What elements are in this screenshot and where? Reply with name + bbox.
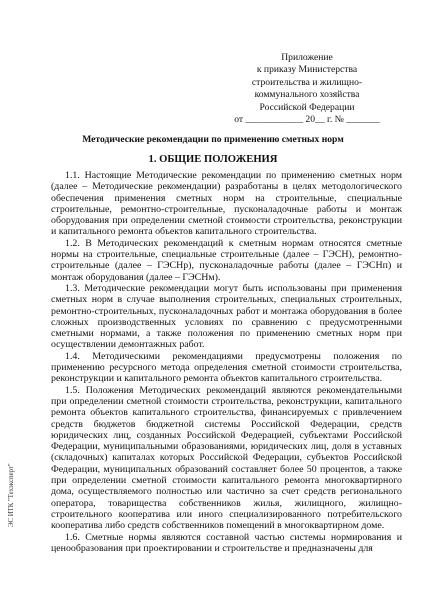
margin-stamp: ЭС ИТК "Техэксперт"	[8, 463, 15, 527]
appendix-date-line: от ____________ 20__ г. № _______	[234, 114, 380, 126]
body-text	[51, 170, 402, 554]
appendix-line: к приказу Министерства	[256, 64, 358, 76]
appendix-line: строительства и жилищно-	[251, 76, 363, 88]
paragraph-1-2: 1.2. В Методических рекомендаций к сметным нормам относятся сметные нормы на строительные, специальные строительные (далее – ГЭСН), ремонтно-строительные (далее – ГЭСНр), пусконаладочные работы (далее – ГЭСНп) и монтаж оборудования (далее – ГЭСНм).	[51, 237, 402, 283]
appendix-block	[232, 52, 382, 126]
appendix-line: Российской Федерации	[259, 101, 355, 113]
appendix-line: коммунального хозяйства	[254, 89, 360, 101]
paragraph-1-5: 1.5. Положения Методических рекомендаций являются рекомендательными при определении сметной стоимости строительства, реконструкции, капитального ремонта объектов капитального строительства, финансируемых с привлечением средств бюджетов бюджетной системы Российской Федерации, средств юридических лиц, созданных Российской Федерацией, субъектами Российской Федерации, муниципальными образованиями, юридических лиц, доля в уставных (складочных) капиталах которых Российской Федерации, субъектов Российской Федерации, муниципальных образований составляет более 50 процентов, а также при определении сметной стоимости капитального ремонта многоквартирного дома, осуществляемого полностью или частично за счет средств регионального оператора, товарищества собственников жилья, жилищного, жилищно-строительного кооператива или иного специализированного потребительского кооператива либо средств собственников помещений в многоквартирном доме.	[51, 384, 402, 532]
document-title: Методические рекомендации по применению сметных норм	[82, 134, 344, 145]
section-heading: 1. ОБЩИЕ ПОЛОЖЕНИЯ	[148, 154, 278, 165]
paragraph-1-6: 1.6. Сметные нормы являются составной частью системы нормирования и ценообразования при проектировании и строительстве и предназначены для	[51, 531, 402, 554]
paragraph-1-1: 1.1. Настоящие Методические рекомендации по применению сметных норм (далее – Методические рекомендации) разработаны в целях методологического обеспечения применения сметных норм на строительные, специальные строительные, ремонтно-строительные, пусконаладочные работы и монтаж оборудования при определении сметной стоимости строительства, реконструкции и капитального ремонта объектов капитального строительства.	[51, 170, 402, 238]
appendix-line: Приложение	[281, 52, 333, 63]
paragraph-1-3: 1.3. Методические рекомендации могут быть использованы при применения сметных норм в случае выполнения строительных, специальных строительных, ремонтно-строительных, пусконаладочных работ и монтажа оборудования в более сложных производственных условиях по сравнению с предусмотренными сметными нормами, а также положения по применению сметных норм при осуществлении демонтажных работ.	[51, 282, 402, 351]
paragraph-1-4: 1.4. Методическими рекомендациями предусмотрены положения по применению ресурсного метода определения сметной стоимости строительства, реконструкции и капитального ремонта объектов капитального строительства.	[51, 350, 402, 385]
